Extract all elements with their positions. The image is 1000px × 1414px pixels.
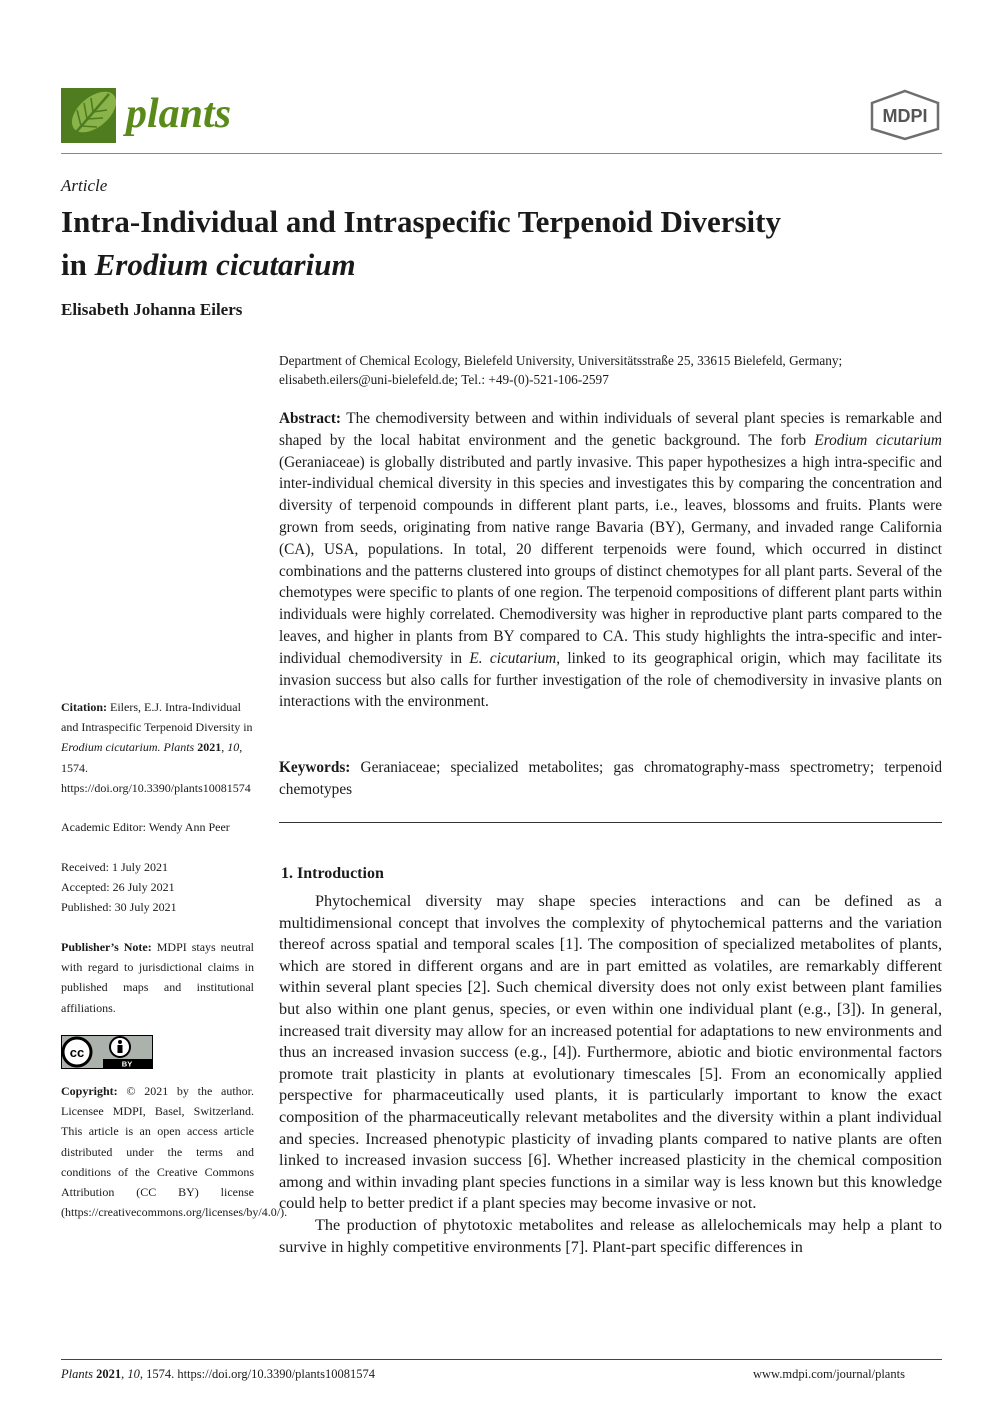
abstract-text-1: The chemodiversity between and within individuals of several plant species is remarkable and shaped by the local habitat environment and the genetic background. The forb [279,410,942,449]
title-prefix: in [61,247,95,282]
intro-paragraph-2: The production of phytotoxic metabolites and release as allelochemicals may help a plant to survive in highly competitive environments [7]. Plant-part specific differences in [279,1215,942,1256]
footer-journal-url[interactable]: www.mdpi.com/journal/plants [753,1367,905,1381]
abstract-text-2: (Geraniaceae) is globally distributed and partly invasive. This paper hypothesizes a high intra-specific and inter-individual chemical diversity in this species and investigates this by comparing the concentration and diversity of terpenoid compounds in different plant parts, i.e., leaves, blossoms and fruits. Plants were grown from seeds, originating from native range Bavaria (BY), Germany, and invaded range California (CA), USA, populations. In total, 20 different terpenoids were found, which occurred in distinct combinations and the patterns clustered into groups of distinct chemotypes for all plant parts. Several of the chemotypes were specific to plants of one region. The terpenoid compositions of different plant parts within individuals were highly correlated. Chemodiversity was higher in reproductive plant parts compared to the leaves, and higher in plants from BY compared to CA. This study highlights the intra-specific and inter-individual chemodiversity in [279,453,942,667]
abstract-species: Erodium cicutarium [814,431,942,449]
copyright-label: Copyright: [61,1084,118,1098]
abstract [279,408,942,713]
mdpi-logo-icon [868,89,942,141]
footer-volume: 10 [127,1367,140,1381]
header-divider [61,153,942,154]
footer-citation: Plants 2021, 10, 1574. https://doi.org/10.3390/plants10081574 [61,1367,376,1381]
footer-doi[interactable]: , 1574. https://doi.org/10.3390/plants10081574 [139,1367,376,1381]
footer-journal: Plants [61,1367,93,1381]
copyright-text: © 2021 by the author. Licensee MDPI, Basel, Switzerland. This article is an open access article distributed under the terms and conditions of the Creative Commons Attribution (CC BY) license (https://creativecommons.org/licenses/by/4.0/). [61,1084,288,1220]
article-type: Article [61,176,108,195]
footer-year: 2021 [96,1367,122,1381]
abstract-divider [279,822,942,823]
citation-text: Eilers, E.J. Intra-Individual and Intraspecific Terpenoid Diversity in [61,700,253,735]
title-line-1: Intra-Individual and Intraspecific Terpenoid Diversity [61,204,781,239]
keywords-label: Keywords: [279,759,351,776]
affiliation [279,351,942,389]
keywords-text: Geraniaceae; specialized metabolites; gas chromatography-mass spectrometry; terpenoid chemotypes [279,759,942,798]
abstract-text-3: , linked to its geographical origin, which may facilitate its invasion success but also calls for further investigation of the role of chemodiversity in invasive plants on interactions with the environment. [279,649,942,711]
article-title [61,200,941,286]
keywords [279,757,942,801]
citation-journal: Plants [163,740,195,755]
title-species: Erodium cicutarium [94,247,356,282]
cc-by-license-icon[interactable] [61,1035,153,1069]
intro-paragraph-1: Phytochemical diversity may shape species interactions and can be defined as a multidimensional concept that involves the complexity of phytochemical patterns and the variation thereof across spatial and temporal scales [1]. The composition of specialized metabolites of plants, which are stored in different organs and are in part emitted as volatiles, are remarkably different within several plant species [2]. Such chemical diversity does not only exist between plant families but also within one plant genus, species, or even within one individual plant (e.g., [3]). In general, increased trait diversity may allow for an increased potential for adaptations to new environments and thus an increased invasion success (e.g., [4]). Furthermore, abiotic and biotic environmental factors promote trait plasticity in plants at evolutionary timescales [5]. From an economically applied perspective for pharmaceutically used plants, it is particularly important to know the exact composition of the pharmaceutically relevant metabolites and the diversity within a plant individual and species. Increased phenotypic plasticity of invading plants compared to native plants are often linked to increased invasion success [6]. Whether increased plasticity in the chemical composition among and within invading plant species functions in a similar way is less known but this knowledge could help to better predict if a plant species may become invasive or not. [279,892,942,1213]
publisher-note [61,937,254,1018]
citation-species: Erodium cicutarium. [61,740,161,755]
abstract-species-short: E. cicutarium [469,649,557,667]
author-name: Elisabeth Johanna Eilers [61,300,243,319]
cc-badge-text: BY [121,1059,133,1069]
published-date: Published: 30 July 2021 [61,900,177,915]
abstract-label: Abstract: [279,410,342,427]
title-line-2 [61,243,941,286]
dates [61,857,254,918]
pubnote-text: MDPI stays neutral with regard to jurisdictional claims in published maps and institutional affiliations. [61,940,255,1015]
copyright [61,1081,288,1222]
academic-editor: Academic Editor: Wendy Ann Peer [61,820,230,834]
svg-text:cc: cc [69,1045,85,1060]
citation-year: 2021 [197,740,222,755]
journal-logo-icon [61,88,116,143]
journal-name: plants [126,91,232,137]
mdpi-logo-text: MDPI [882,106,928,126]
footer-divider [61,1359,942,1360]
citation-doi[interactable]: , 1574. https://doi.org/10.3390/plants10081574 [61,740,251,795]
citation-volume: 10 [227,740,240,755]
section-heading: 1. Introduction [281,865,384,882]
intro-body [279,891,942,1258]
pubnote-label: Publisher’s Note: [61,940,152,954]
affiliation-line-1: Department of Chemical Ecology, Bielefeld University, Universitätsstraße 25, 33615 Bielefeld, Germany; [279,353,843,368]
accepted-date: Accepted: 26 July 2021 [61,880,175,895]
citation-label: Citation: [61,700,107,714]
citation: Citation: Eilers, E.J. Intra-Individual and Intraspecific Terpenoid Diversity in Erodium cicutarium. Plants 2021, 10, 1574. https://doi.org/10.3390/plants10081574 [61,700,253,795]
affiliation-line-2: elisabeth.eilers@uni-bielefeld.de; Tel.: +49-(0)-521-106-2597 [279,372,609,387]
received-date: Received: 1 July 2021 [61,860,168,874]
